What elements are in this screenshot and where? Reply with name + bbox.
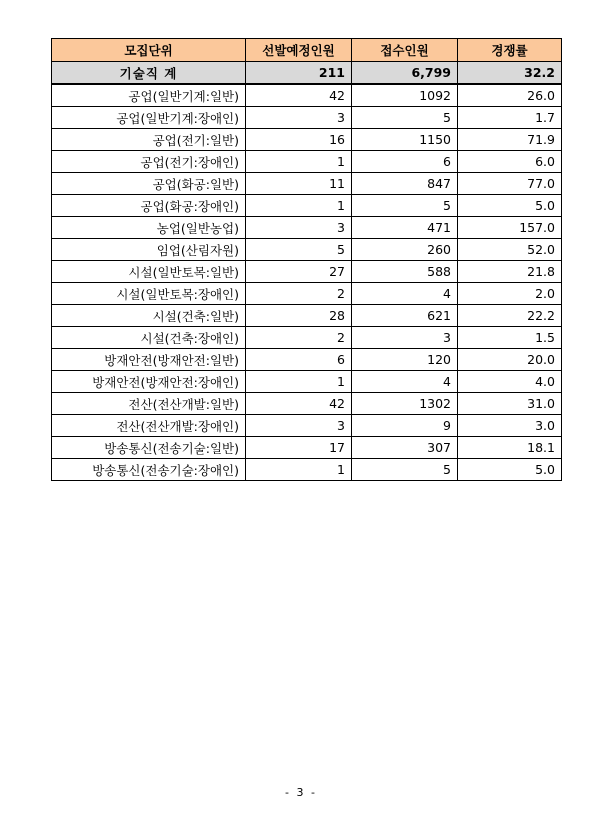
planned-cell: 1 bbox=[246, 151, 352, 173]
applied-cell: 5 bbox=[352, 459, 458, 481]
table-header-row bbox=[52, 39, 562, 62]
recruitment-table bbox=[51, 38, 562, 481]
table-row bbox=[52, 459, 562, 481]
ratio-cell: 157.0 bbox=[458, 217, 562, 239]
applied-cell: 6 bbox=[352, 151, 458, 173]
unit-cell: 방재안전(방재안전:장애인) bbox=[52, 371, 246, 393]
planned-cell: 42 bbox=[246, 84, 352, 107]
applied-cell: 1302 bbox=[352, 393, 458, 415]
ratio-cell: 3.0 bbox=[458, 415, 562, 437]
table-row bbox=[52, 437, 562, 459]
planned-cell: 27 bbox=[246, 261, 352, 283]
unit-cell: 시설(건축:일반) bbox=[52, 305, 246, 327]
applied-cell: 4 bbox=[352, 283, 458, 305]
planned-cell: 3 bbox=[246, 107, 352, 129]
applied-cell: 5 bbox=[352, 195, 458, 217]
planned-cell: 42 bbox=[246, 393, 352, 415]
applied-cell: 621 bbox=[352, 305, 458, 327]
ratio-cell: 5.0 bbox=[458, 195, 562, 217]
planned-cell: 6 bbox=[246, 349, 352, 371]
planned-cell: 11 bbox=[246, 173, 352, 195]
unit-cell: 전산(전산개발:장애인) bbox=[52, 415, 246, 437]
table-row bbox=[52, 305, 562, 327]
ratio-cell: 77.0 bbox=[458, 173, 562, 195]
table-row bbox=[52, 283, 562, 305]
unit-cell: 방송통신(전송기술:일반) bbox=[52, 437, 246, 459]
table-row bbox=[52, 349, 562, 371]
planned-cell: 3 bbox=[246, 415, 352, 437]
unit-cell: 시설(건축:장애인) bbox=[52, 327, 246, 349]
planned-cell: 2 bbox=[246, 283, 352, 305]
table-row bbox=[52, 129, 562, 151]
applied-cell: 1092 bbox=[352, 84, 458, 107]
table-body bbox=[52, 62, 562, 481]
applied-cell: 9 bbox=[352, 415, 458, 437]
total-row bbox=[52, 62, 562, 85]
unit-cell: 공업(전기:일반) bbox=[52, 129, 246, 151]
table-row bbox=[52, 371, 562, 393]
applied-cell: 471 bbox=[352, 217, 458, 239]
unit-cell: 공업(일반기계:일반) bbox=[52, 84, 246, 107]
table-row bbox=[52, 415, 562, 437]
total-planned: 211 bbox=[246, 62, 352, 85]
applied-cell: 5 bbox=[352, 107, 458, 129]
ratio-cell: 20.0 bbox=[458, 349, 562, 371]
ratio-cell: 21.8 bbox=[458, 261, 562, 283]
planned-cell: 1 bbox=[246, 459, 352, 481]
table-row bbox=[52, 217, 562, 239]
ratio-cell: 4.0 bbox=[458, 371, 562, 393]
ratio-cell: 1.7 bbox=[458, 107, 562, 129]
unit-cell: 방재안전(방재안전:일반) bbox=[52, 349, 246, 371]
ratio-cell: 26.0 bbox=[458, 84, 562, 107]
applied-cell: 588 bbox=[352, 261, 458, 283]
unit-cell: 공업(화공:장애인) bbox=[52, 195, 246, 217]
ratio-cell: 1.5 bbox=[458, 327, 562, 349]
table-row bbox=[52, 173, 562, 195]
ratio-cell: 5.0 bbox=[458, 459, 562, 481]
applied-cell: 260 bbox=[352, 239, 458, 261]
header-ratio: 경쟁률 bbox=[458, 39, 562, 62]
table-row bbox=[52, 239, 562, 261]
unit-cell: 전산(전산개발:일반) bbox=[52, 393, 246, 415]
ratio-cell: 22.2 bbox=[458, 305, 562, 327]
unit-cell: 농업(일반농업) bbox=[52, 217, 246, 239]
unit-cell: 공업(화공:일반) bbox=[52, 173, 246, 195]
header-unit: 모집단위 bbox=[52, 39, 246, 62]
unit-cell: 임업(산림자원) bbox=[52, 239, 246, 261]
planned-cell: 28 bbox=[246, 305, 352, 327]
planned-cell: 16 bbox=[246, 129, 352, 151]
table-row bbox=[52, 84, 562, 107]
ratio-cell: 6.0 bbox=[458, 151, 562, 173]
table-row bbox=[52, 195, 562, 217]
applied-cell: 307 bbox=[352, 437, 458, 459]
planned-cell: 1 bbox=[246, 371, 352, 393]
unit-cell: 공업(전기:장애인) bbox=[52, 151, 246, 173]
ratio-cell: 18.1 bbox=[458, 437, 562, 459]
applied-cell: 847 bbox=[352, 173, 458, 195]
applied-cell: 120 bbox=[352, 349, 458, 371]
table-row bbox=[52, 393, 562, 415]
total-ratio: 32.2 bbox=[458, 62, 562, 85]
applied-cell: 1150 bbox=[352, 129, 458, 151]
applied-cell: 4 bbox=[352, 371, 458, 393]
ratio-cell: 52.0 bbox=[458, 239, 562, 261]
planned-cell: 3 bbox=[246, 217, 352, 239]
ratio-cell: 2.0 bbox=[458, 283, 562, 305]
header-applied: 접수인원 bbox=[352, 39, 458, 62]
planned-cell: 2 bbox=[246, 327, 352, 349]
unit-cell: 공업(일반기계:장애인) bbox=[52, 107, 246, 129]
ratio-cell: 71.9 bbox=[458, 129, 562, 151]
planned-cell: 17 bbox=[246, 437, 352, 459]
total-applied: 6,799 bbox=[352, 62, 458, 85]
table-row bbox=[52, 327, 562, 349]
total-unit: 기술직 계 bbox=[52, 62, 246, 85]
unit-cell: 시설(일반토목:장애인) bbox=[52, 283, 246, 305]
table-row bbox=[52, 261, 562, 283]
table-row bbox=[52, 107, 562, 129]
applied-cell: 3 bbox=[352, 327, 458, 349]
unit-cell: 시설(일반토목:일반) bbox=[52, 261, 246, 283]
header-planned: 선발예정인원 bbox=[246, 39, 352, 62]
page-number: - 3 - bbox=[285, 786, 317, 799]
unit-cell: 방송통신(전송기술:장애인) bbox=[52, 459, 246, 481]
planned-cell: 5 bbox=[246, 239, 352, 261]
ratio-cell: 31.0 bbox=[458, 393, 562, 415]
planned-cell: 1 bbox=[246, 195, 352, 217]
table-row bbox=[52, 151, 562, 173]
